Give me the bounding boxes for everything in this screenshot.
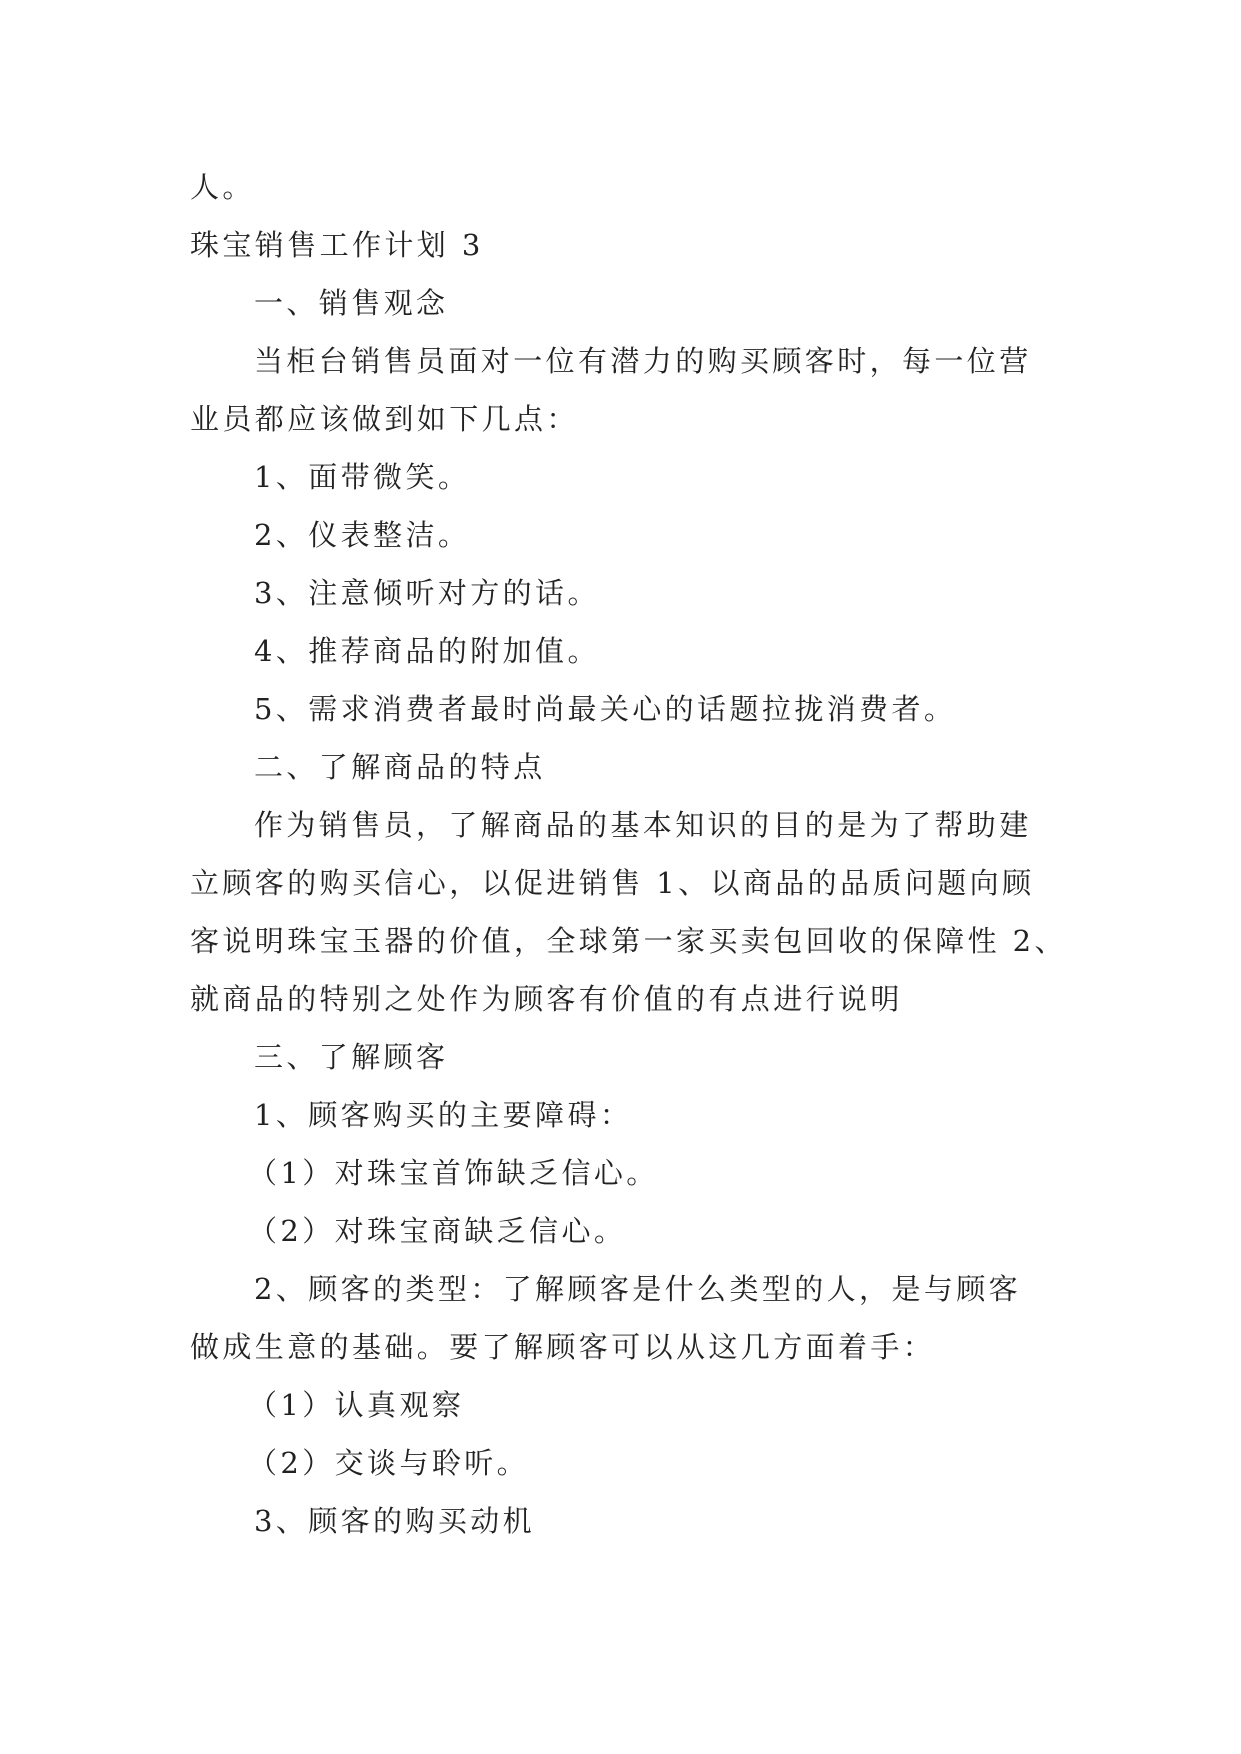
paragraph-line: 做成生意的基础。要了解顾客可以从这几方面着手： bbox=[190, 1330, 936, 1364]
subheading: 三、了解顾客 bbox=[254, 1040, 449, 1074]
paragraph-line: 就商品的特别之处作为顾客有价值的有点进行说明 bbox=[190, 982, 903, 1016]
list-item: 1、顾客购买的主要障碍： bbox=[254, 1098, 633, 1132]
list-item: 4、推荐商品的附加值。 bbox=[254, 634, 600, 668]
list-item: 2、仪表整洁。 bbox=[254, 518, 471, 552]
list-item: 3、顾客的购买动机 bbox=[254, 1504, 536, 1538]
paragraph-line: 立顾客的购买信心，以促进销售 1、以商品的品质问题向顾 bbox=[190, 866, 1035, 900]
subheading: 二、了解商品的特点 bbox=[254, 750, 546, 784]
list-item: 1、面带微笑。 bbox=[254, 460, 471, 494]
paragraph-line: 2、顾客的类型：了解顾客是什么类型的人，是与顾客 bbox=[254, 1272, 1022, 1306]
paragraph-line: 客说明珠宝玉器的价值，全球第一家买卖包回收的保障性 2、 bbox=[190, 924, 1067, 958]
paragraph-line: 业员都应该做到如下几点： bbox=[190, 402, 579, 436]
sub-list-item: （1）认真观察 bbox=[248, 1388, 465, 1422]
sub-list-item: （2）交谈与聆听。 bbox=[248, 1446, 530, 1480]
text-line: 人。 bbox=[190, 170, 255, 204]
document-body bbox=[190, 158, 1070, 1550]
section-heading: 珠宝销售工作计划 3 bbox=[190, 228, 484, 262]
sub-list-item: （2）对珠宝商缺乏信心。 bbox=[248, 1214, 627, 1248]
list-item: 3、注意倾听对方的话。 bbox=[254, 576, 600, 610]
paragraph-line: 当柜台销售员面对一位有潜力的购买顾客时，每一位营 bbox=[254, 344, 1032, 378]
subheading: 一、销售观念 bbox=[254, 286, 449, 320]
list-item: 5、需求消费者最时尚最关心的话题拉拢消费者。 bbox=[254, 692, 957, 726]
sub-list-item: （1）对珠宝首饰缺乏信心。 bbox=[248, 1156, 659, 1190]
paragraph-line: 作为销售员，了解商品的基本知识的目的是为了帮助建 bbox=[254, 808, 1032, 842]
